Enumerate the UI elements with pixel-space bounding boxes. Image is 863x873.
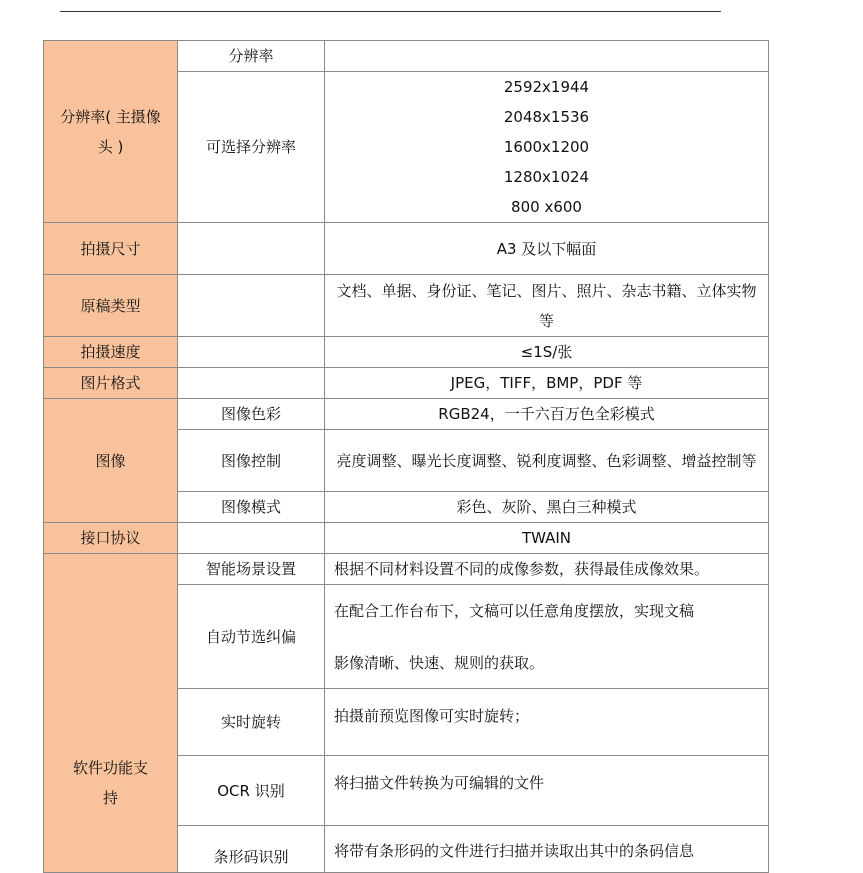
category-interface: 接口协议 xyxy=(44,523,178,554)
category-format: 图片格式 xyxy=(44,368,178,399)
sub-empty xyxy=(178,275,325,337)
table-row xyxy=(44,399,769,430)
value-image-color: RGB24，一千六百万色全彩模式 xyxy=(325,399,769,430)
table-row xyxy=(44,368,769,399)
table-row xyxy=(44,523,769,554)
value-doc-type: 文档、单据、身份证、笔记、图片、照片、杂志书籍、立体实物等 xyxy=(325,275,769,337)
category-shoot-size: 拍摄尺寸 xyxy=(44,223,178,275)
sub-resolution: 分辨率 xyxy=(178,41,325,72)
sub-empty xyxy=(178,368,325,399)
value-scene: 根据不同材料设置不同的成像参数，获得最佳成像效果。 xyxy=(325,554,769,585)
table-row xyxy=(44,337,769,368)
category-software: 软件功能支持 xyxy=(44,554,178,873)
sub-image-color: 图像色彩 xyxy=(178,399,325,430)
value-shoot-size: A3 及以下幅面 xyxy=(325,223,769,275)
sub-empty xyxy=(178,523,325,554)
table-row xyxy=(44,275,769,337)
sub-ocr: OCR 识别 xyxy=(178,756,325,826)
sub-image-mode: 图像模式 xyxy=(178,492,325,523)
resolution-value: 2048x1536 xyxy=(503,108,590,126)
category-resolution: 分辨率( 主摄像头 ) xyxy=(44,41,178,223)
sub-empty xyxy=(178,337,325,368)
resolution-value: 1280x1024 xyxy=(503,168,590,186)
resolution-value: 800 x600 xyxy=(511,198,582,216)
value-image-mode: 彩色、灰阶、黑白三种模式 xyxy=(325,492,769,523)
value-interface: TWAIN xyxy=(325,523,769,554)
sub-rotate: 实时旋转 xyxy=(178,689,325,756)
value-deskew: 在配合工作台布下，文稿可以任意角度摆放，实现文稿 影像清晰、快速、规则的获取。 xyxy=(325,585,769,689)
value-ocr: 将扫描文件转换为可编辑的文件 xyxy=(325,756,769,826)
top-rule xyxy=(60,11,721,12)
category-doc-type: 原稿类型 xyxy=(44,275,178,337)
category-image: 图像 xyxy=(44,399,178,523)
value-empty xyxy=(325,41,769,72)
table-row xyxy=(44,223,769,275)
sub-barcode: 条形码识别 xyxy=(178,826,325,873)
value-image-control: 亮度调整、曝光长度调整、锐利度调整、色彩调整、增益控制等 xyxy=(325,430,769,492)
sub-selectable-resolution: 可选择分辨率 xyxy=(178,72,325,223)
spec-table xyxy=(43,40,769,873)
sub-image-control: 图像控制 xyxy=(178,430,325,492)
value-format: JPEG，TIFF，BMP，PDF 等 xyxy=(325,368,769,399)
value-speed: ≤1S/张 xyxy=(325,337,769,368)
sub-empty xyxy=(178,223,325,275)
sub-deskew: 自动节选纠偏 xyxy=(178,585,325,689)
sub-scene: 智能场景设置 xyxy=(178,554,325,585)
table-row xyxy=(44,41,769,72)
category-speed: 拍摄速度 xyxy=(44,337,178,368)
value-rotate: 拍摄前预览图像可实时旋转； xyxy=(325,689,769,756)
value-barcode: 将带有条形码的文件进行扫描并读取出其中的条码信息 xyxy=(325,826,769,873)
resolution-value: 1600x1200 xyxy=(503,138,590,156)
resolution-value: 2592x1944 xyxy=(503,78,590,96)
resolution-values xyxy=(325,72,769,223)
table-row xyxy=(44,554,769,585)
